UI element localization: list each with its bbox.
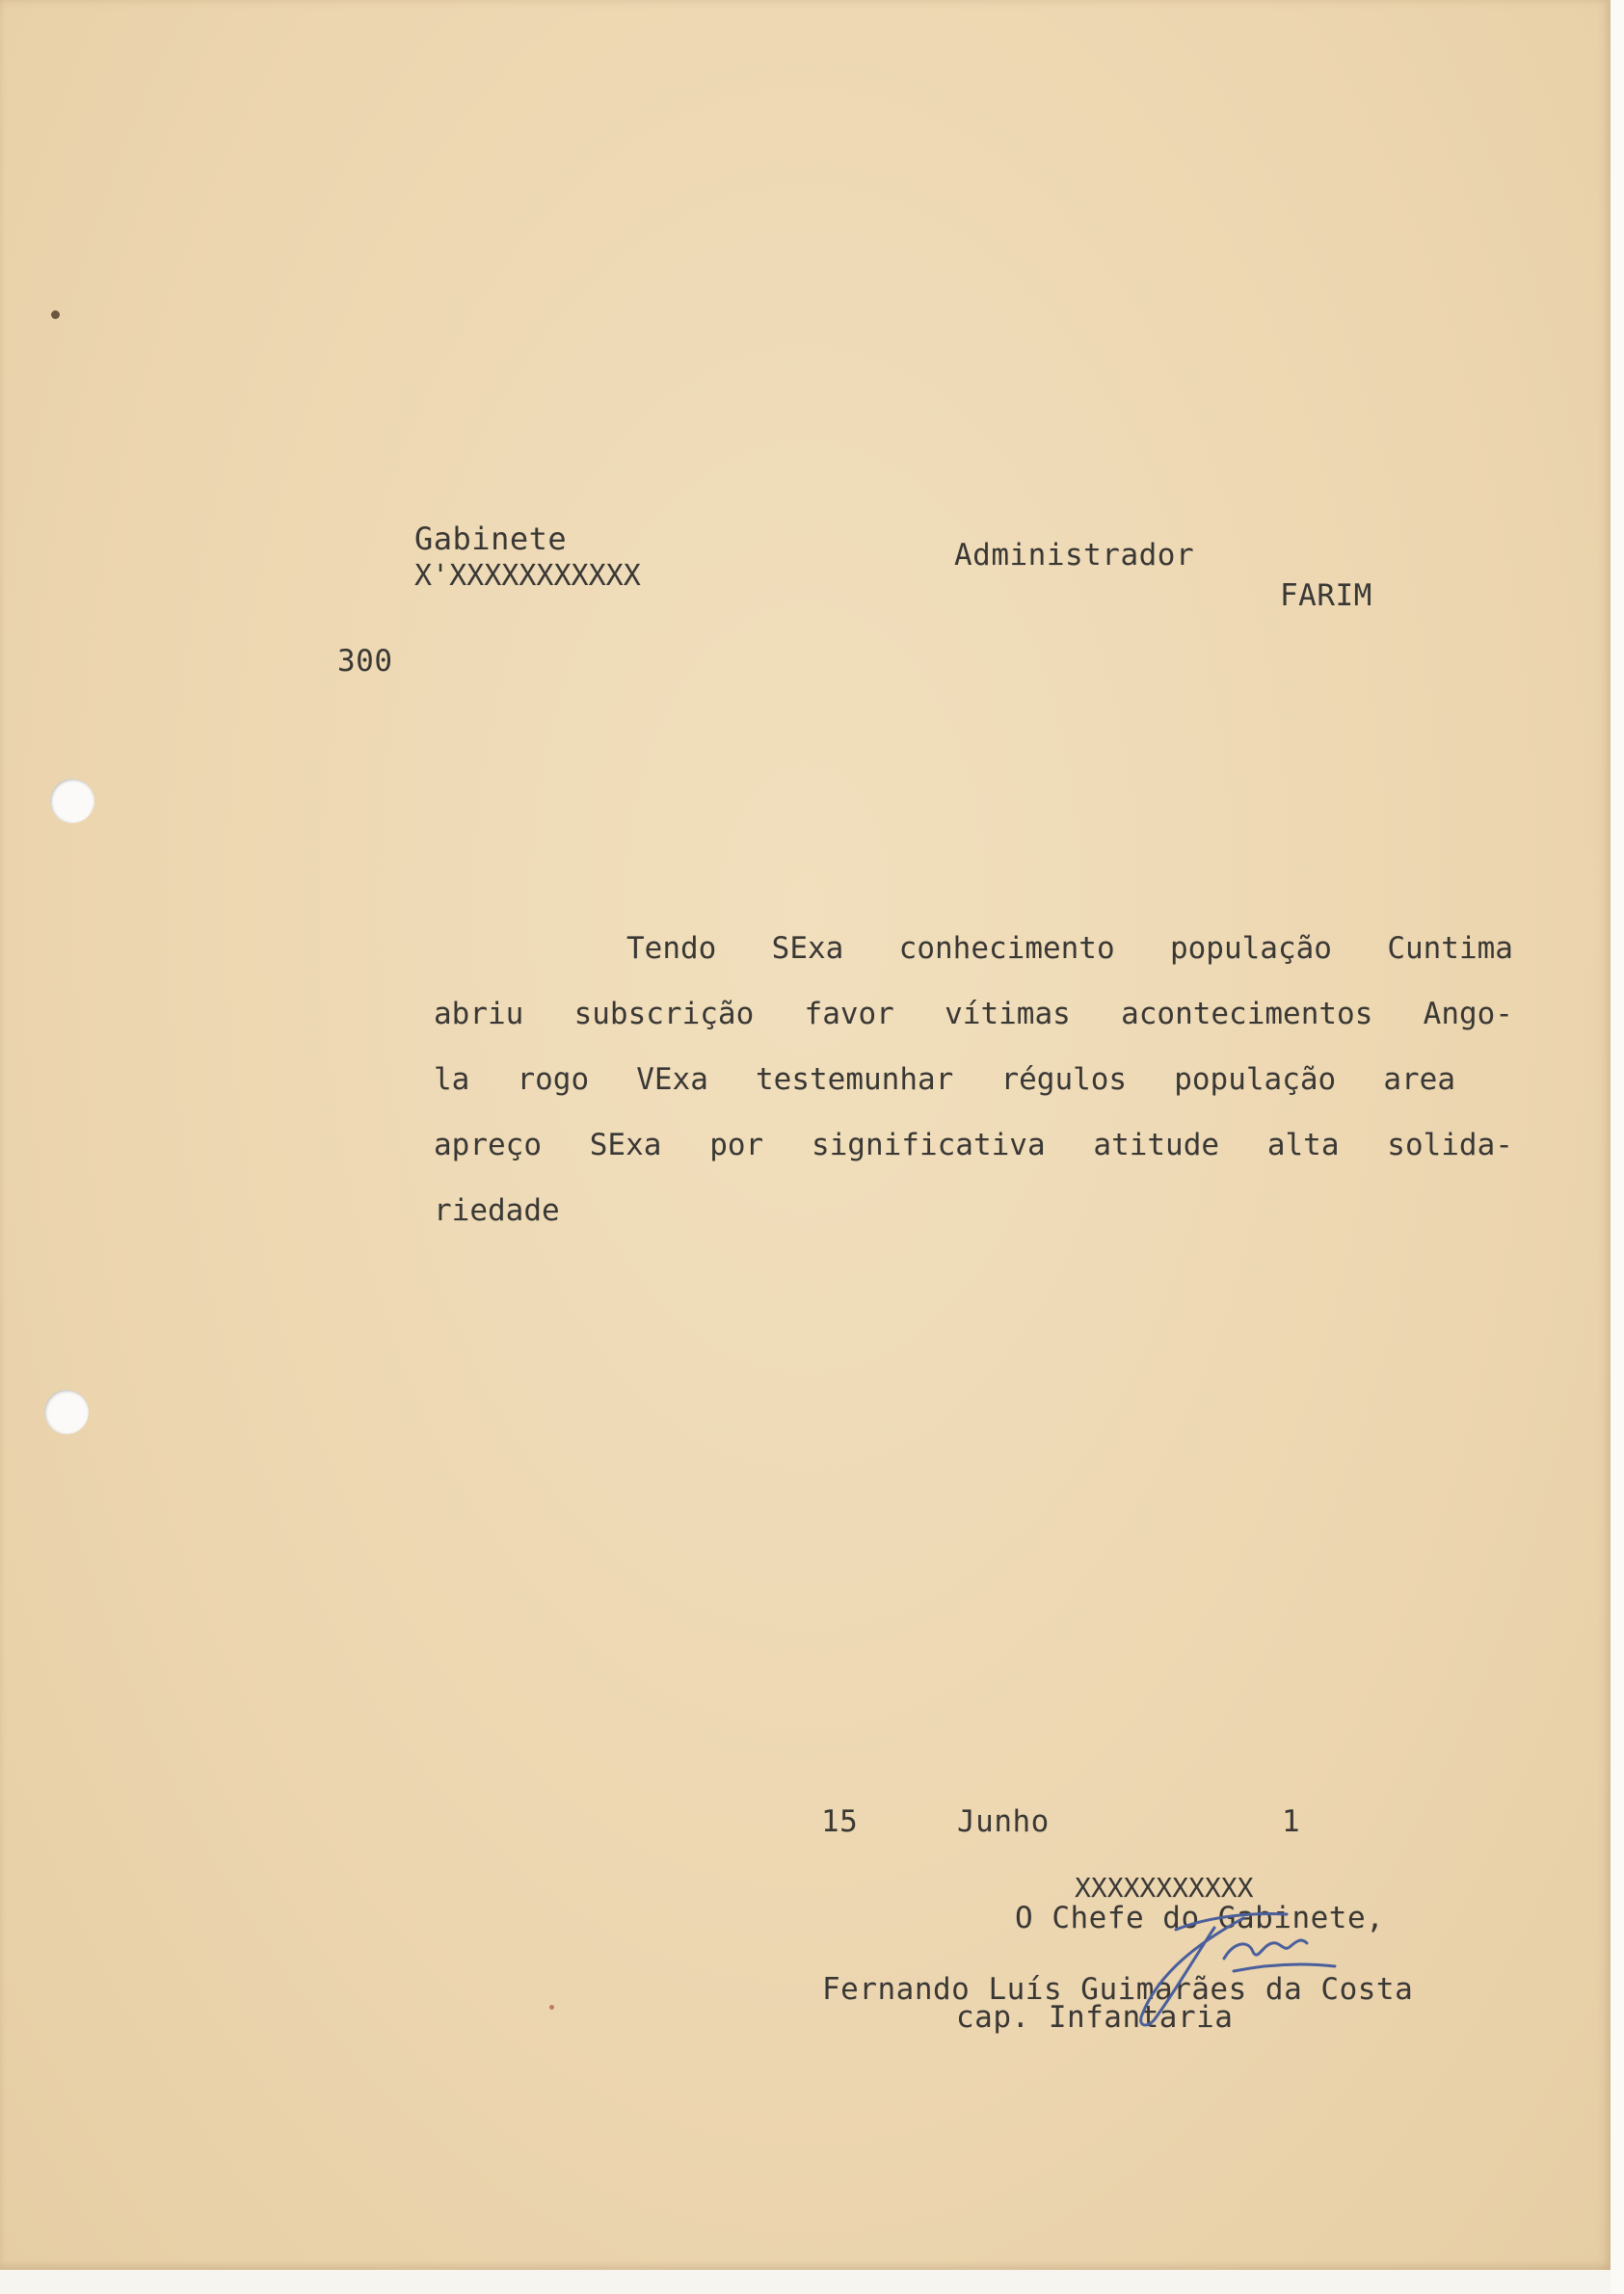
message-word: alta	[1266, 1128, 1340, 1162]
message-word: abriu	[434, 997, 524, 1031]
punch-hole	[44, 1390, 89, 1434]
message-word: Ango-	[1423, 997, 1513, 1031]
office-label: Gabinete	[414, 520, 568, 557]
recipient-title: Administrador	[954, 538, 1195, 573]
message-word: VExa	[636, 1062, 708, 1097]
message-word: rogo	[517, 1062, 590, 1097]
message-word: SExa	[589, 1128, 662, 1162]
message-word: favor	[804, 997, 894, 1031]
message-word: régulos	[1000, 1062, 1128, 1097]
page-edge	[1611, 0, 1624, 2294]
office-crossout: X'XXXXXXXXXXX	[414, 559, 641, 593]
reference-number: 300	[337, 644, 393, 679]
punch-hole	[50, 779, 94, 823]
message-word: por	[709, 1128, 764, 1162]
closing-crossout: XXXXXXXXXXX	[1075, 1872, 1254, 1904]
signer-position: O Chefe do Gabinete,	[1015, 1901, 1385, 1935]
message-line	[434, 997, 1513, 1031]
message-word: Cuntima	[1387, 931, 1513, 966]
date-year: 1	[1282, 1804, 1301, 1839]
date-month: Junho	[957, 1804, 1050, 1839]
message-word: subscrição	[573, 997, 755, 1031]
message-word: area	[1383, 1062, 1455, 1097]
paper-speck	[51, 310, 60, 319]
message-word: solida-	[1387, 1128, 1513, 1162]
message-word: atitude	[1093, 1128, 1220, 1162]
message-word: significativa	[811, 1128, 1046, 1162]
signer-name: Fernando Luís Guimarães da Costa	[822, 1972, 1414, 2007]
message-word: conhecimento	[898, 931, 1115, 966]
message-word: população	[1174, 1062, 1337, 1097]
recipient-place: FARIM	[1280, 578, 1372, 613]
message-line	[434, 1062, 1455, 1097]
message-word: la	[434, 1062, 470, 1097]
signer-rank: cap. Infantaria	[956, 2000, 1234, 2035]
message-word: Tendo	[626, 931, 717, 966]
message-word: apreço	[434, 1128, 542, 1162]
message-word: população	[1169, 931, 1332, 966]
date-day: 15	[821, 1804, 859, 1839]
message-word: testemunhar	[756, 1062, 954, 1097]
paper-speck	[549, 2005, 554, 2010]
message-line	[434, 1128, 1513, 1162]
message-line	[626, 931, 1513, 966]
handwritten-signature	[1118, 1899, 1349, 2043]
message-line	[434, 1193, 1513, 1228]
message-word: riedade	[434, 1193, 560, 1228]
message-word: vítimas	[945, 997, 1071, 1031]
message-word: acontecimentos	[1121, 997, 1373, 1031]
message-word: SExa	[771, 931, 844, 966]
